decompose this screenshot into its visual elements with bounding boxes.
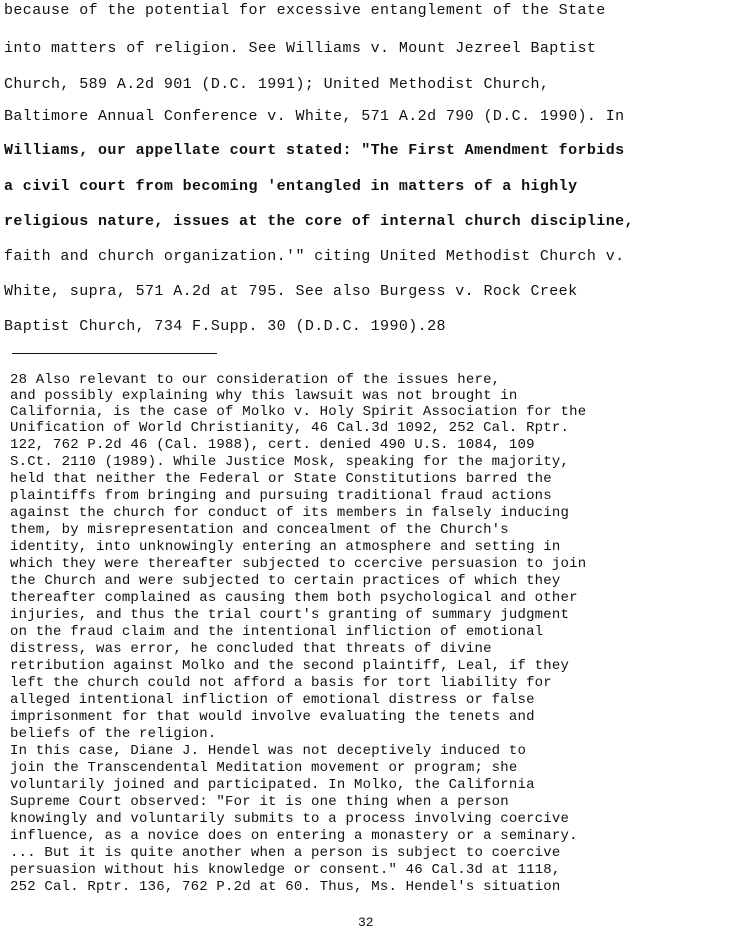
body-line-9: White, supra, 571 A.2d at 795. See also Burgess v. Rock Creek xyxy=(4,283,578,300)
body-line-8: faith and church organization.'" citing United Methodist Church v. xyxy=(4,248,625,265)
footnote-line: Unification of World Christianity, 46 Cal.3d 1092, 252 Cal. Rptr. xyxy=(10,420,570,436)
footnote-line: injuries, and thus the trial court's granting of summary judgment xyxy=(10,607,570,623)
footnote-line: alleged intentional infliction of emotional distress or false xyxy=(10,692,535,708)
page-number: 32 xyxy=(358,915,374,930)
footnote-line: the Church and were subjected to certain practices of which they xyxy=(10,573,561,589)
footnote-divider xyxy=(12,353,217,354)
footnote-line: ... But it is quite another when a person is subject to coercive xyxy=(10,845,561,861)
body-line-2: into matters of religion. See Williams v. Mount Jezreel Baptist xyxy=(4,40,597,57)
footnote-line: 252 Cal. Rptr. 136, 762 P.2d at 60. Thus, Ms. Hendel's situation xyxy=(10,879,561,895)
footnote-line: which they were thereafter subjected to ccercive persuasion to join xyxy=(10,556,587,572)
footnote-line: them, by misrepresentation and concealment of the Church's xyxy=(10,522,509,538)
footnote-line: influence, as a novice does on entering a monastery or a seminary. xyxy=(10,828,578,844)
footnote-line: and possibly explaining why this lawsuit was not brought in xyxy=(10,388,518,404)
footnote-line: against the church for conduct of its members in falsely inducing xyxy=(10,505,570,521)
body-line-10: Baptist Church, 734 F.Supp. 30 (D.D.C. 1990).28 xyxy=(4,318,446,335)
body-line-6: a civil court from becoming 'entangled in matters of a highly xyxy=(4,178,578,195)
footnote-line: Supreme Court observed: "For it is one thing when a person xyxy=(10,794,509,810)
body-line-3: Church, 589 A.2d 901 (D.C. 1991); United Methodist Church, xyxy=(4,76,550,93)
footnote-line: knowingly and voluntarily submits to a process involving coercive xyxy=(10,811,570,827)
footnote-line: join the Transcendental Meditation movement or program; she xyxy=(10,760,518,776)
footnote-line: left the church could not afford a basis for tort liability for xyxy=(10,675,552,691)
footnote-line: In this case, Diane J. Hendel was not deceptively induced to xyxy=(10,743,527,759)
body-line-5: Williams, our appellate court stated: "The First Amendment forbids xyxy=(4,142,625,159)
footnote-line: retribution against Molko and the second plaintiff, Leal, if they xyxy=(10,658,570,674)
footnote-line: beliefs of the religion. xyxy=(10,726,217,742)
footnote-line: plaintiffs from bringing and pursuing traditional fraud actions xyxy=(10,488,552,504)
footnote-line: voluntarily joined and participated. In Molko, the California xyxy=(10,777,535,793)
body-line-7: religious nature, issues at the core of internal church discipline, xyxy=(4,213,634,230)
footnote-line: 122, 762 P.2d 46 (Cal. 1988), cert. denied 490 U.S. 1084, 109 xyxy=(10,437,535,453)
footnote-line: S.Ct. 2110 (1989). While Justice Mosk, speaking for the majority, xyxy=(10,454,570,470)
footnote-line: on the fraud claim and the intentional infliction of emotional xyxy=(10,624,544,640)
footnote-line: held that neither the Federal or State Constitutions barred the xyxy=(10,471,552,487)
footnote-line: imprisonment for that would involve evaluating the tenets and xyxy=(10,709,535,725)
footnote-line: 28 Also relevant to our consideration of the issues here, xyxy=(10,372,501,388)
body-line-1: because of the potential for excessive entanglement of the State xyxy=(4,2,606,19)
footnote-line: distress, was error, he concluded that threats of divine xyxy=(10,641,492,657)
footnote-line: identity, into unknowingly entering an atmosphere and setting in xyxy=(10,539,561,555)
footnote-line: thereafter complained as causing them both psychological and other xyxy=(10,590,578,606)
footnote-line: California, is the case of Molko v. Holy Spirit Association for the xyxy=(10,404,587,420)
footnote-line: persuasion without his knowledge or consent." 46 Cal.3d at 1118, xyxy=(10,862,561,878)
body-line-4: Baltimore Annual Conference v. White, 571 A.2d 790 (D.C. 1990). In xyxy=(4,108,625,125)
